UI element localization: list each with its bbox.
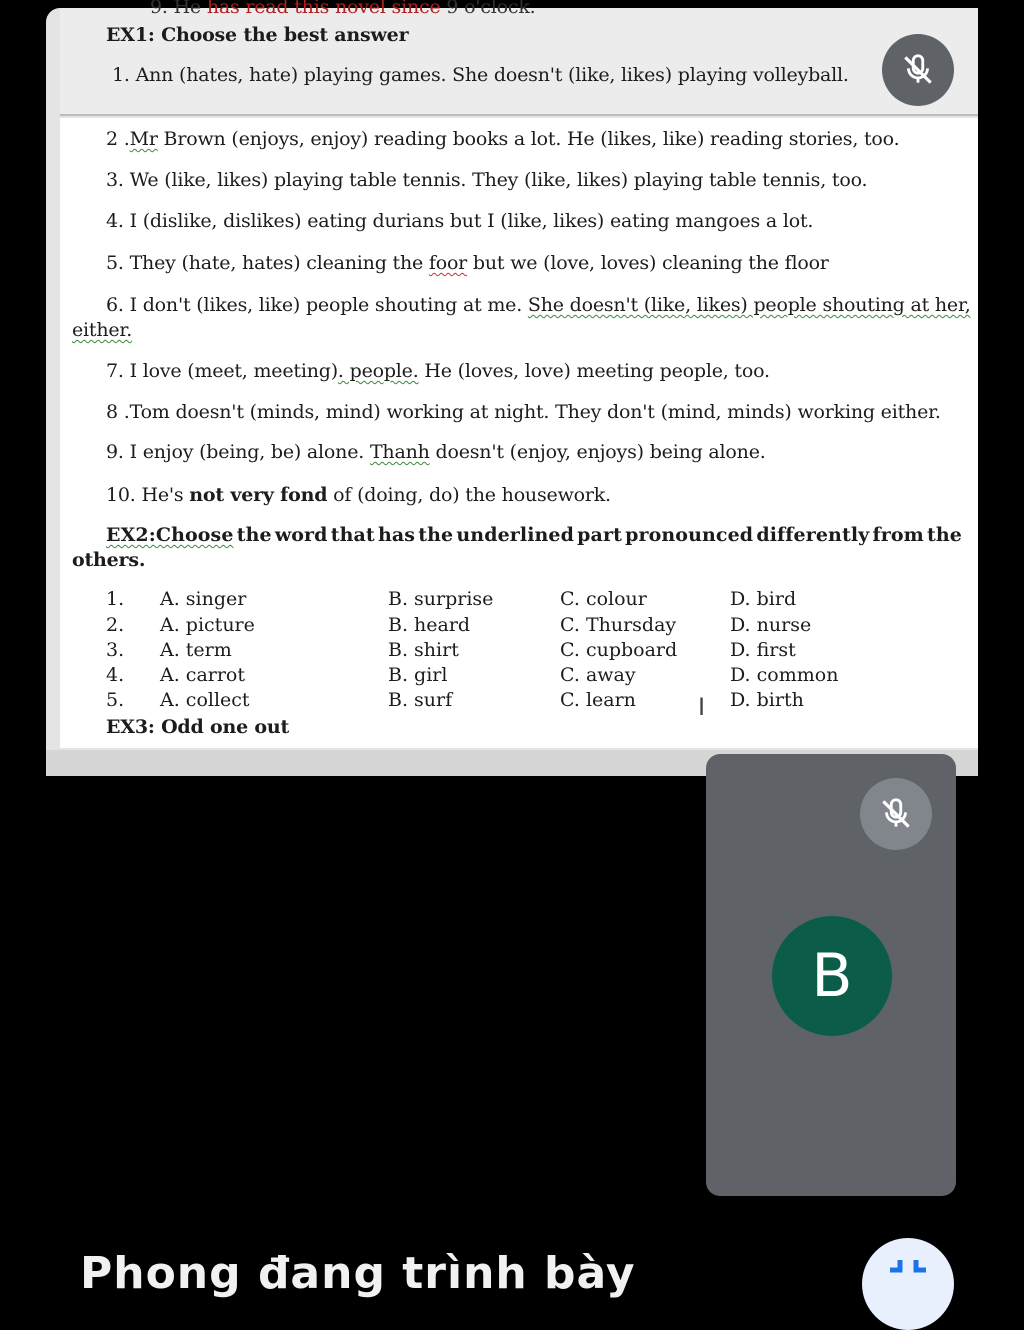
participant-tile[interactable] [706, 754, 956, 1196]
ex3-title: EX3: Odd one out [106, 716, 290, 738]
avatar: B [772, 916, 892, 1036]
ex1-item-3: 3. We (like, likes) playing table tennis. They (like, likes) playing table tennis, too. [106, 169, 868, 191]
ex1-item-8: 8 .Tom doesn't (minds, mind) working at night. They don't (mind, minds) working either. [106, 401, 941, 423]
minimize-button[interactable] [862, 1238, 954, 1330]
ex2-option-a: A. picture [160, 614, 255, 636]
ex1-item-5: 5. They (hate, hates) cleaning the foor but we (love, loves) cleaning the floor [106, 252, 829, 274]
ex1-item-2: 2 .Mr Brown (enjoys, enjoy) reading books a lot. He (likes, like) reading stories, too. [106, 128, 900, 150]
text-cursor-icon: I [698, 693, 706, 721]
ex2-row-number: 1. [106, 588, 125, 610]
ex2-option-b: B. heard [388, 614, 471, 636]
document-top-region [60, 0, 978, 116]
ex2-option-b: B. surf [388, 689, 453, 711]
ex2-option-d: D. nurse [730, 614, 812, 636]
participant-mic-off-icon [860, 778, 932, 850]
document-page[interactable] [60, 118, 978, 748]
ex2-option-d: D. bird [730, 588, 797, 610]
ex2-option-b: B. girl [388, 664, 448, 686]
ex1-item-1: 1. Ann (hates, hate) playing games. She doesn't (like, likes) playing volleyball. [112, 64, 849, 86]
ex2-option-c: C. Thursday [560, 614, 677, 636]
ex1-item-4: 4. I (dislike, dislikes) eating durians but I (like, likes) eating mangoes a lot. [106, 210, 814, 232]
ex2-option-c: C. learn [560, 689, 636, 711]
ex2-option-c: C. away [560, 664, 636, 686]
ex2-row-number: 5. [106, 689, 125, 711]
ex2-option-d: D. first [730, 639, 796, 661]
ex2-option-c: C. colour [560, 588, 647, 610]
ex1-item-6-continued: either. [72, 319, 133, 341]
ex1-item-10: 10. He's not very fond of (doing, do) the housework. [106, 484, 611, 506]
ex2-row-number: 4. [106, 664, 125, 686]
mic-off-icon [899, 51, 937, 89]
ex2-title: EX2:Choose the word that has the underlined part pronounced differently from the [106, 524, 962, 546]
mic-off-icon [877, 795, 915, 833]
shared-screen [46, 0, 978, 776]
ex2-title-continued: others. [72, 549, 146, 571]
ex2-option-b: B. surprise [388, 588, 494, 610]
ex2-option-b: B. shirt [388, 639, 459, 661]
ex1-item-7: 7. I love (meet, meeting). people. He (loves, love) meeting people, too. [106, 360, 770, 382]
ex2-row-number: 3. [106, 639, 125, 661]
presenting-status: Phong đang trình bày [80, 1248, 636, 1299]
minimize-icon [886, 1260, 930, 1280]
ex2-option-a: A. term [160, 639, 232, 661]
ex1-item-6: 6. I don't (likes, like) people shouting at me. She doesn't (like, likes) people shouting at her, [106, 294, 971, 316]
ex2-option-a: A. collect [160, 689, 250, 711]
ex2-option-a: A. carrot [160, 664, 246, 686]
ex2-row-number: 2. [106, 614, 125, 636]
presenter-mic-off-icon [882, 34, 954, 106]
ex2-option-d: D. birth [730, 689, 804, 711]
ex2-option-a: A. singer [160, 588, 247, 610]
ex1-item-9: 9. I enjoy (being, be) alone. Thanh doesn't (enjoy, enjoys) being alone. [106, 441, 766, 463]
ex2-option-c: C. cupboard [560, 639, 678, 661]
cut-off-line: 9. He has read this novel since 9 o'clock. [150, 0, 536, 18]
ex2-option-d: D. common [730, 664, 839, 686]
ex1-title: EX1: Choose the best answer [106, 24, 409, 46]
